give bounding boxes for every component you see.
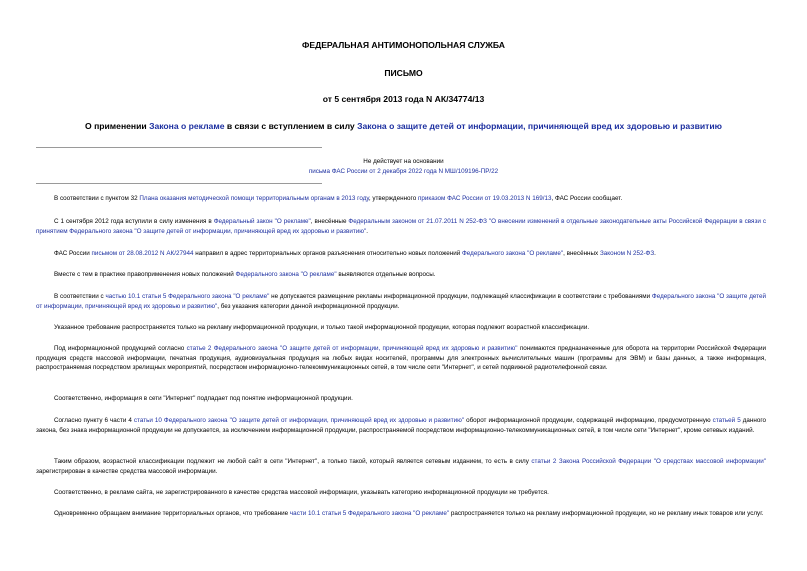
issuer-title: ФЕДЕРАЛЬНАЯ АНТИМОНОПОЛЬНАЯ СЛУЖБА	[302, 40, 505, 50]
paragraph-7: Под информационной продукцией согласно статье 2 Федерального закона "О защите детей от информации, причиняющей вред их здоровью и развитию" понимаются предназначенные для оборота на территории Российской Федерации продукция средств массовой информации, печатная продукция, аудиовизуальная продукция на любых видах носителей, программы для электронных вычислительных машин (программы для ЭВМ) и базы данных, а также информация, распространяемая посредством зрелищных мероприятий, посредством информационно-телекоммуникационных сетей, в том числе сети "Интернет", и сетей подвижной радиотелефонной связи.	[36, 345, 767, 372]
paragraph-3: ФАС России письмом от 28.08.2012 N АК/27944 направил в адрес территориальных органов разъяснения относительно новых положений Федерального закона "О рекламе", внесённых Законом N 252-ФЗ.	[54, 250, 656, 257]
link-art5[interactable]: статьей 5	[712, 417, 741, 424]
link-fas-letter[interactable]: письмом от 28.08.2012 N АК/27944	[91, 250, 194, 257]
document-type: ПИСЬМО	[384, 68, 423, 78]
paragraph-1: В соответствии с пунктом 32 Плана оказания методической помощи территориальным органам в 2013 году, утвержденного приказом ФАС России от 19.03.2013 N 169/13, ФАС России сообщает.	[54, 195, 623, 202]
link-child-protection-law[interactable]: Федерального закона "О защите детей от информации, причиняющей вред их здоровью и развитию"	[36, 293, 766, 310]
link-media-law-art2[interactable]: статьи 2 Закона Российской Федерации "О средствах массовой информации"	[531, 458, 766, 465]
document-date-number: от 5 сентября 2013 года N АК/34774/13	[322, 94, 485, 104]
link-art10-child-protection[interactable]: статьи 10 Федерального закона "О защите детей от информации, причиняющей вред их здоровью и развитию"	[133, 417, 465, 424]
status-note-link[interactable]: письма ФАС России от 2 декабря 2022 года N МШ/109196-ПР/22	[308, 168, 499, 175]
status-note: Не действует на основании письма ФАС России от 2 декабря 2022 года N МШ/109196-ПР/22	[308, 158, 499, 175]
link-art5-part10-1[interactable]: частью 10.1 статьи 5 Федерального закона "О рекламе"	[105, 293, 270, 300]
link-advertising-law[interactable]: Федерального закона "О рекламе"	[462, 250, 564, 257]
link-method-plan[interactable]: Плана оказания методической помощи территориальным органам в 2013 году	[139, 195, 369, 202]
paragraph-2: С 1 сентября 2012 года вступили в силу изменения в Федеральный закон "О рекламе", внесённые Федеральным законом от 21.07.2011 N 252-ФЗ "О внесении изменений в отдельные законодательные акты Российской Федерации в связи с принятием Федерального закона "О защите детей от информации, причиняющей вред их здоровью и развитию".	[36, 218, 766, 235]
link-art5-part10-1[interactable]: части 10.1 статьи 5 Федерального закона "О рекламе"	[289, 510, 450, 517]
paragraph-5: В соответствии с частью 10.1 статьи 5 Федерального закона "О рекламе" не допускается размещение рекламы информационной продукции, подлежащей классификации в соответствии с требованиями Федерального закона "О защите детей от информации, причиняющей вред их здоровью и развитию", без указания категории данной информационной продукции.	[36, 293, 766, 310]
link-fas-order[interactable]: приказом ФАС России от 19.03.2013 N 169/13	[417, 195, 552, 202]
paragraph-10: Таким образом, возрастной классификации подлежит не любой сайт в сети "Интернет", а только такой, который является сетевым изданием, то есть в силу статьи 2 Закона Российской Федерации "О средствах массовой информации" зарегистрирован в качестве средства массовой информации.	[36, 458, 766, 475]
paragraph-4: Вместе с тем в практике правоприменения новых положений Федерального закона "О рекламе" выявляются отдельные вопросы.	[54, 271, 436, 278]
link-law-252fz[interactable]: Федеральным законом от 21.07.2011 N 252-ФЗ "О внесении изменений в отдельные законодательные акты Российской Федерации в связи с принятием Федерального закона "О защите детей от информации, причиняющей вред их здоровью и развитию"	[36, 218, 766, 235]
paragraph-8: Соответственно, информация в сети "Интернет" подпадает под понятие информационной продукции.	[54, 395, 353, 402]
paragraph-9: Согласно пункту 6 части 4 статьи 10 Федерального закона "О защите детей от информации, причиняющей вред их здоровью и развитию" оборот информационной продукции, содержащей информацию, предусмотренную статьей 5 данного закона, без знака информационной продукции не допускается, за исключением информационной продукции, распространяемой посредством информационно-телекоммуникационных сетей, в том числе сети "Интернет", кроме сетевых изданий.	[36, 417, 767, 434]
link-advertising-law[interactable]: Федеральный закон "О рекламе"	[213, 218, 311, 225]
law-link-advertising[interactable]: Закона о рекламе	[149, 121, 225, 131]
paragraph-6: Указанное требование распространяется только на рекламу информационной продукции, и только такой информационной продукции, которая подлежит возрастной классификации.	[54, 324, 590, 331]
divider-top	[36, 147, 322, 148]
link-law-252fz[interactable]: Законом N 252-ФЗ	[599, 250, 655, 257]
paragraph-11: Соответственно, в рекламе сайта, не зарегистрированного в качестве средства массовой информации, указывать категорию информационной продукции не требуется.	[54, 489, 549, 496]
link-art2-child-protection[interactable]: статье 2 Федерального закона "О защите детей от информации, причиняющей вред их здоровью и развитию"	[186, 345, 518, 352]
link-advertising-law[interactable]: Федерального закона "О рекламе"	[235, 271, 337, 278]
law-link-child-protection[interactable]: Закона о защите детей от информации, причиняющей вред их здоровью и развитию	[357, 121, 722, 131]
paragraph-12: Одновременно обращаем внимание территориальных органов, что требование части 10.1 статьи 5 Федерального закона "О рекламе" распространяется только на рекламу информационной продукции, но не рекламу иных товаров или услуг.	[54, 510, 764, 517]
divider-bottom	[36, 183, 322, 184]
document-subject: О применении Закона о рекламе в связи с вступлением в силу Закона о защите детей от информации, причиняющей вред их здоровью и развитию	[85, 121, 722, 131]
